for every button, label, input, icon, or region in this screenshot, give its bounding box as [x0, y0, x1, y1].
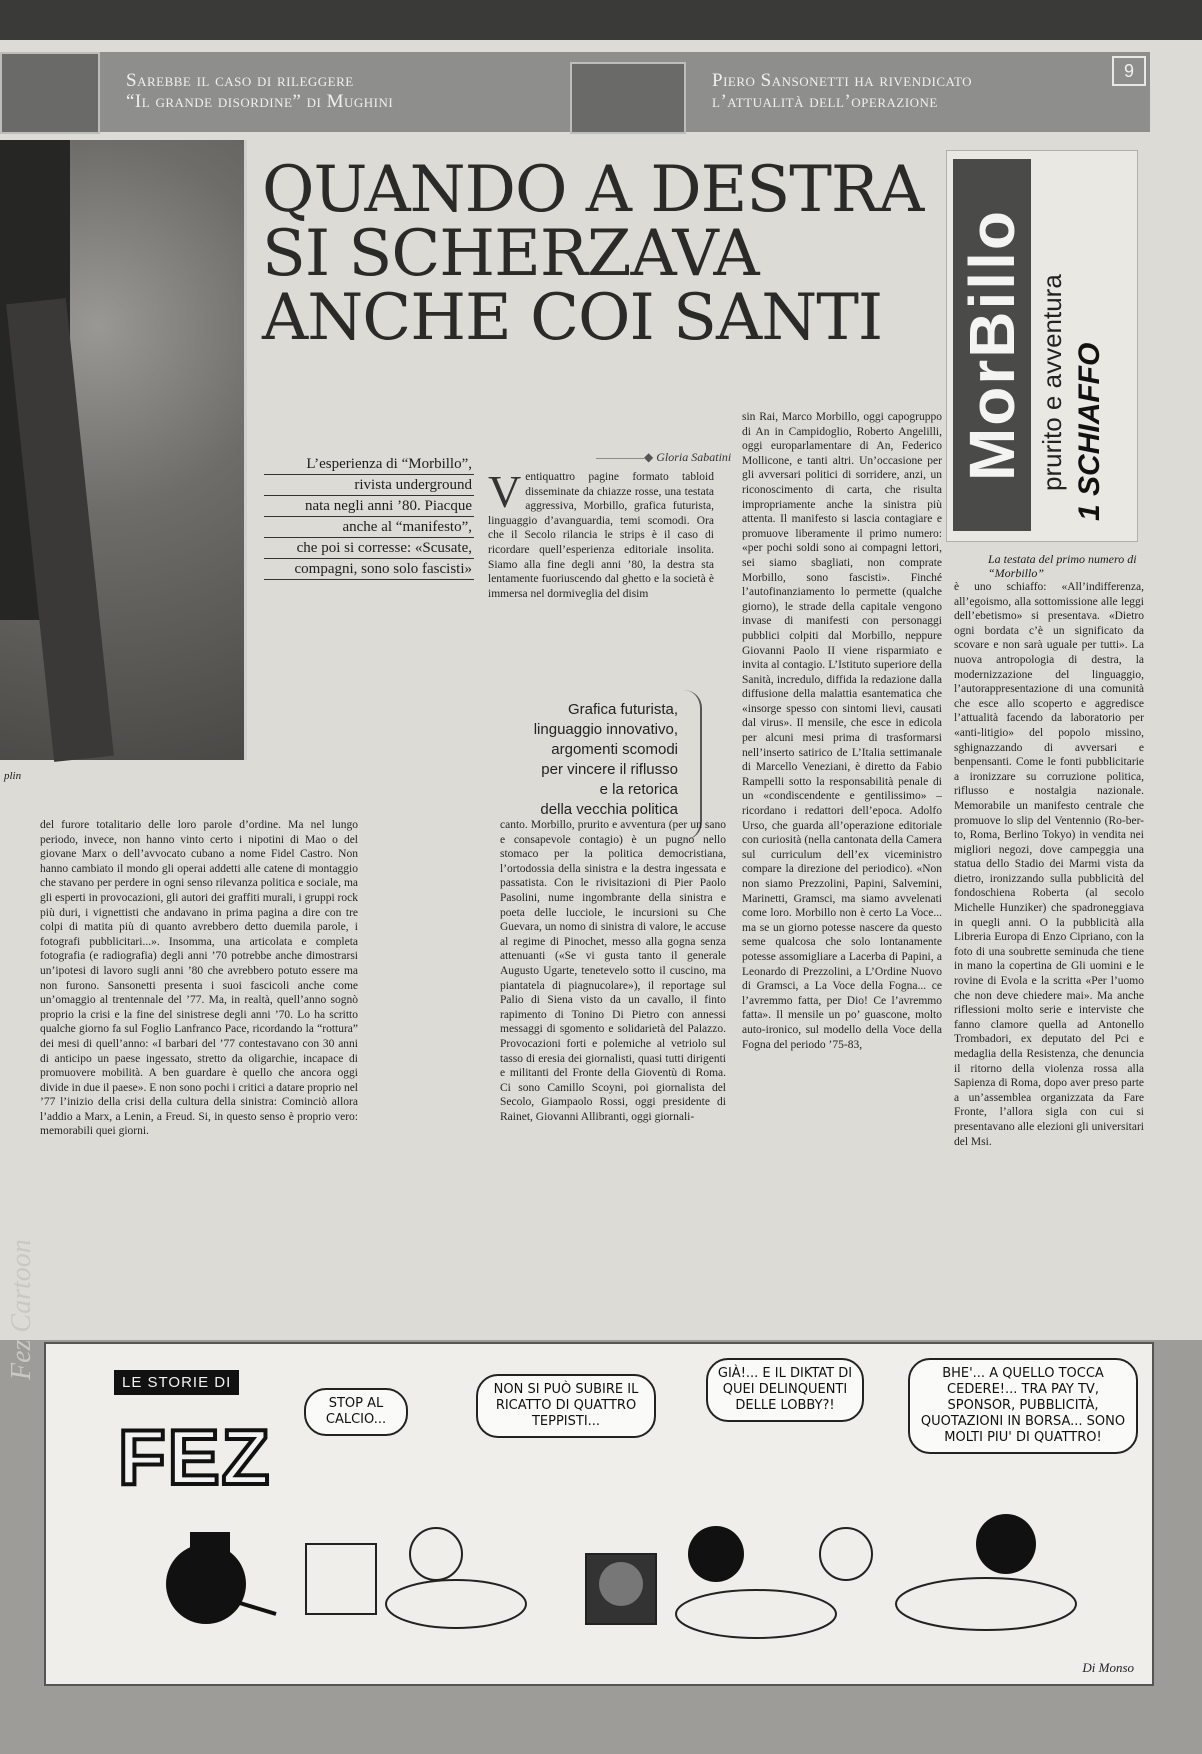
- comic-signature: Di Monso: [1082, 1660, 1134, 1675]
- summary-line: nata negli anni ’80. Piacque: [264, 496, 474, 517]
- drop-cap: V: [488, 470, 522, 517]
- header-left-title: [126, 70, 393, 112]
- article-photo: [0, 140, 247, 760]
- summary-line: compagni, sono solo fascisti»: [264, 559, 474, 580]
- column-1-text: entiquattro pagine formato tabloid disseminate da chiazze rosse, una testata aggressiva, Morbillo, grafica futurista, linguaggio d’avanguardia, temi scomodi. Ora che il Secolo rilancia le strips è il caso di ricordare quell’esperienza editoriale insolita. Siamo alla fine degli anni ’80, la destra sta lentamente fuoriuscendo dal ghetto e la società è immersa nel dormiveglia del disim: [488, 471, 714, 600]
- pullquote-line: per vincere il riflusso: [541, 761, 678, 778]
- column-2-text: sin Rai, Marco Morbillo, oggi capogruppo di An in Campidoglio, Roberto Angelilli, oggi europarlamentare di An, Federico Mollicone, e tanti altri. Un’occasione per gli avversari politici di sorridere, anzi, un riconoscimento di carta, che risulta impropriamente anche la sinistra più attenta. Il manifesto si lascia contagiare e promuove liberamente il primo numero: «per pochi soldi sono ai compagni lettori, sei siamo sbagliati, non comprate Morbillo, sono fascisti». Finché l’autofinanziamento lo permette (qualche giorno), le strade della capitale vengono invase di manifesti con personaggi pubblici colpiti dal Morbillo, neppure Giovanni Paolo II viene risparmiato e invita al contagio. L’Istituto superiore della Sanità, incredulo, diffida la redazione dalla diffusione della malattia esantematica che «insorge spesso con sintomi lievi, causati dal virus». Il mensile, che esce in edicola per alcuni mesi prima di trasformarsi nell’inserto satirico de L’Italia settimanale di Marcello Veneziani, è diretto da Fabio Rampelli sotto la responsabilità penale di un «condiscendente e gentilissimo» – ricordano i redattori dell’epoca. Adolfo Urso, che guarda all’operazione editoriale con curiosità (nella cantonata della Camera sul curriculum dell’ex viceministro compare la direzione del periodico). «Non non siamo Prezzolini, Papini, Salvemini, Marinetti, Gramsci, ma siamo avvelenati come loro. Morbillo non è certo La Voce... ma se un giorno potesse nascere da questo seme qualcosa che solo lontanamente potesse assomigliare a Lacerba di Papini, a Leonardo di Prezzolini, a L’Ordine Nuovo di Gramsci, a La Voce della Fogna... ce l’avremmo fatta, per Dio! Ce l’avremmo fatta». Il mensile un po’ guascone, molto auto-ironico, sul modello della Voce della Fogna del periodo ’75-83,: [742, 411, 942, 1051]
- comic-strip: [44, 1342, 1154, 1686]
- header-right-line-1: Piero Sansonetti ha rivendicato: [712, 70, 973, 91]
- cover-tag: 1 SCHIAFFO: [1073, 342, 1106, 521]
- pullquote-line: argomenti scomodi: [551, 741, 678, 758]
- header-right-title: [712, 70, 972, 112]
- header-photo-right: [570, 62, 686, 134]
- byline: ————◆ Gloria Sabatini: [596, 450, 731, 465]
- comic-scene-drawing: [286, 1484, 1126, 1674]
- page-header-band: [0, 52, 1150, 132]
- pullquote-line: Grafica futurista,: [567, 701, 678, 718]
- pullquote-line: linguaggio innovativo,: [533, 721, 678, 738]
- cover-caption: La testata del primo numero di “Morbillo”: [988, 552, 1137, 580]
- comic-series-label: LE STORIE DI: [114, 1370, 239, 1395]
- summary-line: che poi si corresse: «Scusate,: [264, 538, 474, 559]
- pull-quote: [478, 700, 702, 820]
- column-4-text: del furore totalitario delle loro parole d’ordine. Ma nel lungo periodo, invece, non hanno vinto certo i nipotini di Mao o del giovane Marx o dell’avvocato cubano a nome Fidel Castro. Non hanno cambiato il mondo gli operai addetti alle catene di montaggio che stavano per perdere in ogni senso rilevanza politica e sociale, ma gli esperti in provocazioni, gli autori dei graffiti murali, i gruppi rock più duri, i vignettisti che andavano in prima pagina a dire con tre colpi di matita più di quanto avrebbero detto duemila parole, i fotografi pubblicitari...». Insomma, una articolata e completa fotografia (e radiografia) degli anni ’70 potrebbe anche dimostrarsi un’ipotesi di lavoro sugli anni ’80 che avrebbero potuto essere ma non furono. Sansonetti presenta i suoi fascicoli anche come un’omaggio al trentennale del ’77. Ma, in realtà, quell’anno sognò proprio la crisi e la fine del sinistrese degli anni ’70. Lo ha scritto qualche giorno fa sul Foglio Lanfranco Pace, ricordando la “rottura” dei mesi di quell’anno: «I barbari del ’77 contestavano con 30 anni di anticipo un paese ingessato, stretto da oligarchie, incapace di promuovere mobilità. A ben guardare è quello che ancora oggi divide in due il paese». E non sono pochi i critici a datare proprio nel ’77 l’inizio della crisi della cultura della sinistra: Cominciò allora l’addio a Marx, a Lenin, a Freud. Si, in questo senso è proprio vero: memorabili quei giorni.: [40, 819, 358, 1138]
- speech-bubble-3: GIÀ!... E IL DIKTAT DI QUEI DELINQUENTI DELLE LOBBY?!: [706, 1358, 864, 1422]
- comic-series-title: FEZ: [118, 1413, 272, 1501]
- summary-box: [264, 454, 474, 580]
- summary-line: rivista underground: [264, 475, 474, 496]
- column-5-text: canto. Morbillo, prurito e avventura (per un sano e consapevole contagio) è un pugno nello stomaco per la politica democristiana, l’ortodossia della sinistra e la destra ingessata e passatista. Con le rivisitazioni di Pier Paolo Pasolini, nume ingombrante della sinistra e poeta delle lucciole, le incursioni su Che Guevara, un nomo di sinistra di valore, le accuse al regime di Pinochet, messo alla gogna senza attenuanti («Se vi gusta tanto il generale Augusto Ugarte, tenetevelo sotto il cuscino, ma piantatela di piagnucolare»), il reportage sul Palio di Siena visto da un cavallo, il finto rapimento di Tonino Di Pietro con annessi messaggi di sgomento e solidarietà del Palazzo. Provocazioni forti e polemiche al vetriolo sul tasso di eresia dei giornalisti, quasi tutti dirigenti e militanti del Fronte della Gioventù di Roma. Ci sono Camillo Scoyni, poi giornalista del Secolo, Giampaolo Rossi, oggi presidente di Rainet, Giovanni Allibranti, oggi giornali-: [500, 819, 726, 1123]
- summary-line: L’esperienza di “Morbillo”,: [264, 454, 474, 475]
- summary-line: anche al “manifesto”,: [264, 517, 474, 538]
- headline-line-1: QUANDO A DESTRA: [262, 153, 924, 227]
- header-left-line-1: Sarebbe il caso di rileggere: [126, 70, 354, 91]
- headline: [262, 153, 942, 355]
- photo-credit: plin: [4, 770, 22, 782]
- comic-title-box: [106, 1364, 306, 1664]
- comic-character-fez: [146, 1514, 286, 1654]
- page-number: 9: [1112, 56, 1146, 86]
- headline-line-3: ANCHE COI SANTI: [262, 281, 883, 355]
- pullquote-line: e la retorica: [599, 781, 678, 798]
- header-left-line-2: “Il grande disordine” di Mughini: [126, 91, 394, 112]
- side-script: Fez Cartoon: [6, 1239, 37, 1380]
- morbillo-cover-image: [946, 150, 1138, 542]
- article-column-2: [742, 410, 942, 1290]
- header-right-line-2: l’attualità dell’operazione: [712, 91, 938, 112]
- cover-title: MorBillo: [956, 209, 1028, 481]
- speech-bubble-2: NON SI PUÒ SUBIRE IL RICATTO DI QUATTRO TEPPISTI...: [476, 1374, 656, 1438]
- cover-subtitle: prurito e avventura: [1037, 274, 1067, 491]
- article-column-4: [40, 818, 358, 1288]
- speech-bubble-1: STOP AL CALCIO...: [304, 1388, 408, 1436]
- article-column-5: [500, 818, 726, 1288]
- pullquote-line: della vecchia politica: [540, 801, 678, 818]
- article-column-1: [488, 470, 714, 660]
- column-3-text: è uno schiaffo: «All’indifferenza, all’egoismo, alla sottomissione alle leggi dell’ebetismo» si presentava. «Dietro ogni bordata c’è un significato da scovare e non sarà uguale per tutti». La nuova antropologia di destra, la modernizzazione del linguaggio, l’autorappresentazione di una comunità che esce allo scoperto e aggredisce l’attualità facendo da laboratorio per «anti-litigio» del popolo missino, sghignazzando di avversari e benpensanti. Come le fonti pubblicitarie a ironizzare su corruzione politica, riflusso e nostalgia nazionale. Memorabile un manifesto centrale che promuove lo slip del Ventennio (Ro-ber-to, Roma, Berlino Tokyo) in vendita nei migliori negozi, dove campeggia una statua dello Stadio dei Marmi vista da dietro, ironizzando sulla pubblicità del fondoschiena Roberta (al secolo Michelle Hunziker) che spadroneggiava in quegli anni. O la pubblicità alla Libreria Europa di Enzo Cipriano, con la foto di una soubrette seminuda che tiene in mano la copertina de Gli uomini e le rovine di Evola e la scritta «Per l’uomo che non deve chiedere mai». Ma anche riflessioni molto serie e interviste che fanno clamore quella ad Antonello Trombadori, ex deputato del Pci e medaglia della Resistenza, che denuncia il ritorno della violenza rossa alla Sapienza di Roma, dopo aver preso parte a un’assemblea organizzata da Fare Fronte, l’allora sigla con cui si presentavano alle elezioni gli universitari del Msi.: [954, 581, 1144, 1148]
- headline-line-2: SI SCHERZAVA: [262, 217, 759, 291]
- header-photo-left: [0, 52, 100, 134]
- speech-bubble-4: BHE'... A QUELLO TOCCA CEDERE!... TRA PAY TV, SPONSOR, PUBBLICITÀ, QUOTAZIONI IN BORSA... SONO MOLTI PIU' DI QUATTRO!: [908, 1358, 1138, 1454]
- article-column-3: [954, 580, 1144, 1290]
